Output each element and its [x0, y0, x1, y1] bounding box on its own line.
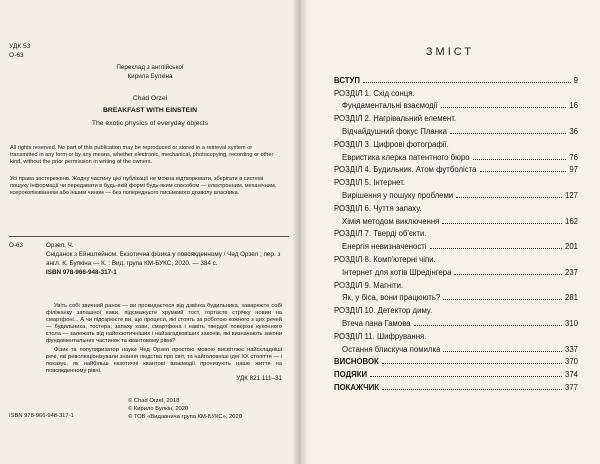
annotation	[46, 303, 282, 377]
toc-entry-label: Евристика клерка патентного бюро	[342, 152, 470, 162]
toc-entry-page: 16	[569, 101, 578, 111]
toc-entry-page: 9	[573, 75, 578, 85]
toc-entry-label: РОЗДІЛ 2. Нагрівальний елемент.	[334, 114, 457, 124]
isbn-bottom: ISBN 978-966-948-317-1	[9, 413, 74, 419]
toc-entry-page: 374	[564, 370, 578, 380]
annotation-paragraph: Увіть собі звичний ранок — ви прокидаєтеся від дзвінка будильника, заварюєте собі філіжанку запашної кави, підсмажуєте хрумкий тост, гортаєте стрічку новин на смартфоні... А чи підозрюєте ви, що процеси, які стоять за роботою кожного з цих речей — будильника, тостера, запаху кави, смартфона і навіть твердої поверхні кухонного стола — залежать від найекзотичніших і найзагадковіших законів, які визначають закони фундаментальних частинок та квантовому рівні?	[46, 303, 282, 344]
catalog-author: Орзел, Ч.	[46, 242, 74, 249]
toc-entry-label: ПОДЯКИ	[334, 370, 368, 380]
toc-entry-page: 162	[564, 216, 578, 226]
toc-entry-label: РОЗДІЛ 9. Магніти.	[334, 280, 404, 290]
udk-block	[9, 42, 30, 60]
toc-leader-dots	[430, 248, 562, 249]
toc-entry-page: 201	[564, 242, 578, 252]
toc-leader-dots	[450, 133, 566, 134]
toc-leader-dots	[414, 325, 562, 326]
toc-entry-label: Остання блискуча помилка	[342, 344, 441, 354]
toc-entry	[334, 72, 578, 85]
toc-entry	[334, 277, 578, 290]
toc-entry	[334, 149, 578, 162]
toc-entry	[334, 290, 578, 303]
copyright-publisher: © ТОВ «Видавнича група КМ-БУКС», 2020	[128, 414, 242, 420]
toc-entry-label: Втеча пана Гамова	[342, 318, 411, 328]
toc-entry-page: 36	[569, 126, 578, 136]
toc-entry	[334, 200, 578, 213]
toc-entry	[334, 366, 578, 379]
toc-entry	[334, 328, 578, 341]
toc-entry-label: РОЗДІЛ 5. Інтернет.	[334, 178, 406, 188]
toc-entry-label: Енергія невизначеності	[342, 242, 427, 252]
toc-entry-page: 76	[569, 152, 578, 162]
toc-entry-page: 377	[564, 382, 578, 392]
toc-entry	[334, 174, 578, 187]
toc-entry-label: Відчайдушний фокус Планка	[342, 126, 447, 136]
toc-entry-page: 337	[564, 344, 578, 354]
toc-entry	[334, 123, 578, 136]
toc-entry-page: 370	[564, 357, 578, 367]
toc-leader-dots	[480, 171, 567, 172]
copyright-lines	[128, 397, 288, 421]
toc-leader-dots	[382, 363, 562, 364]
rights-notice-uk: Усі права застережено. Жодну частину цієї публікації не можна відтворювати, зберігати в системі пошуку інформації чи передавати в будь-якій формі будь-яким способом — електронним, механічним, ксерокопіюванням або іншим чином — без попереднього письмового дозволу власника.	[10, 176, 277, 196]
udk-index: О-63	[9, 52, 24, 59]
toc-entry-label: РОЗДІЛ 11. Шифрування.	[334, 331, 427, 341]
toc-entry-label: РОЗДІЛ 8. Комп'ютерні чіпи.	[334, 254, 436, 264]
toc-entry	[334, 379, 578, 392]
catalog-code: О-63	[9, 242, 23, 249]
toc-entry	[334, 302, 578, 315]
toc-entry-label: РОЗДІЛ 1. Схід сонця.	[334, 88, 415, 98]
toc-entry-label: Як, у біса, вони працюють?	[342, 293, 441, 303]
toc-leader-dots	[382, 389, 562, 390]
toc-entry	[334, 251, 578, 264]
rights-notice-en: All rights reserved. No part of this publication may be reproduced or stored in a retrieval system or transmitted in any form or by any means, whether electronic, mechanical, photocopying, recording or other kind, without the prior permission in writing of the owners.	[10, 145, 274, 165]
toc-entry-label: РОЗДІЛ 4. Будильник. Атом футболіста	[334, 165, 477, 175]
author-name: Chad Orzel	[132, 95, 168, 102]
toc-entry	[334, 136, 578, 149]
toc-leader-dots	[454, 274, 562, 275]
toc-leader-dots	[443, 299, 562, 300]
copyright-translator: © Кирило Булкін, 2020	[128, 406, 189, 412]
translator-line-1: Переклад з англійської	[116, 64, 184, 71]
toc-entry-label: ВИСНОВОК	[334, 357, 379, 367]
original-title: BREAKFAST WITH EINSTEIN	[102, 107, 198, 114]
toc-entry	[334, 213, 578, 226]
contents-title: ЗМІСТ	[425, 46, 475, 58]
toc-leader-dots	[473, 159, 567, 160]
toc-leader-dots	[456, 197, 562, 198]
toc-entry	[334, 162, 578, 175]
toc-leader-dots	[370, 376, 562, 377]
translator-credit	[80, 63, 220, 81]
book-gutter	[292, 0, 308, 464]
divider	[9, 236, 289, 237]
udk-bottom: УДК 821.111–31	[236, 375, 282, 382]
toc-entry	[334, 187, 578, 200]
toc-entry-label: Фундаментальні взаємодії	[342, 101, 438, 111]
toc-entry-page: 237	[564, 267, 578, 277]
toc-entry-page: 127	[564, 190, 578, 200]
toc-entry-page: 310	[564, 318, 578, 328]
toc-entry-label: РОЗДІЛ 7. Тверді об'єкти.	[334, 229, 427, 239]
toc-entry	[334, 354, 578, 367]
toc-entry-label: ПОКАЖЧИК	[334, 382, 380, 392]
toc-entry-label: Вирішення у пошуку проблеми	[342, 190, 454, 200]
toc-entry	[334, 85, 578, 98]
original-subtitle: The exotic physics of everyday objects	[91, 120, 209, 127]
catalog-description: Сніданок з Ейнштейном. Екзотична фізика у повсякденному / Чед Орзел ; пер. з англ. К. Булкіна — К. : Вид. група КМ-БУКС, 2020. — 384 с.	[46, 251, 281, 267]
toc-entry	[334, 341, 578, 354]
toc-leader-dots	[442, 223, 562, 224]
toc-entry	[334, 110, 578, 123]
toc-entry-label: ВСТУП	[334, 75, 360, 85]
annotation-paragraph: Фізик та популяризатор науки Чед Орзел простою мовою висвітлює найскладніші речі, які революціонізували знання людства про світ, та найголовніші ідеї XX століття — і показує, як найбільш екзотичні квантові взаємодії пронизують наше життя на повсякденному рівні.	[46, 347, 282, 374]
catalog-isbn: ISBN 978-966-948-317-1	[46, 269, 117, 276]
toc-entry	[334, 98, 578, 111]
toc-entry	[334, 238, 578, 251]
toc-entry	[334, 315, 578, 328]
toc-entry-label: РОЗДІЛ 10. Детектор диму.	[334, 306, 433, 316]
translator-line-2: Кирила Булкіна	[127, 73, 173, 80]
toc-entry-label: Інтернет для котів Шредінгера	[342, 267, 452, 277]
toc-entry-label: РОЗДІЛ 6. Чуття запаху.	[334, 203, 422, 213]
toc-leader-dots	[363, 82, 571, 83]
toc-leader-dots	[443, 351, 562, 352]
toc-entry-label: Хімія методом виключення	[342, 216, 440, 226]
toc-entry	[334, 264, 578, 277]
toc-entry-label: РОЗДІЛ 3. Цифрові фотографії.	[334, 139, 449, 149]
udk-code: УДК 53	[9, 43, 31, 50]
copyright-author: © Chad Orzel, 2018	[128, 398, 180, 404]
table-of-contents	[334, 72, 578, 392]
toc-entry-page: 281	[564, 293, 578, 303]
toc-entry	[334, 226, 578, 239]
toc-leader-dots	[441, 107, 567, 108]
catalog-record	[46, 241, 286, 277]
toc-entry-page: 97	[569, 165, 578, 175]
